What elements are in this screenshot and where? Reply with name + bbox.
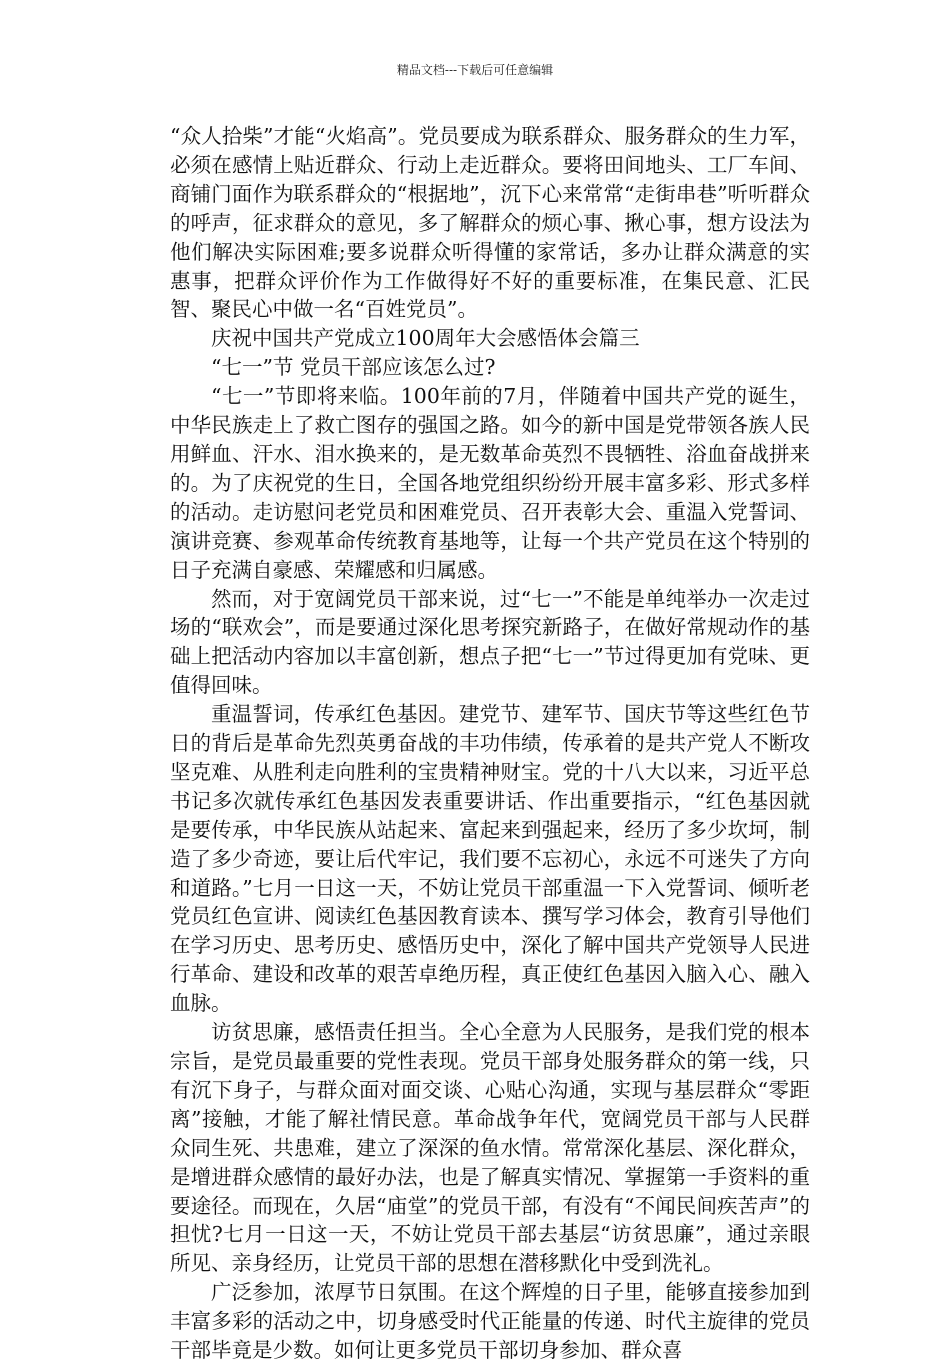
paragraph-3: 然而，对于宽阔党员干部来说，过“七一”不能是单纯举办一次走过场的“联欢会”，而是要通过深化思考探究新路子，在做好常规动作的基础上把活动内容加以丰富创新，想点子把“七一”节过得更加有党味、更值得回味。 (170, 586, 810, 698)
page-header: 精品文档---下载后可任意编辑 (396, 63, 554, 77)
paragraph-4: 重温誓词，传承红色基因。建党节、建军节、国庆节等这些红色节日的背后是革命先烈英勇奋战的丰功伟绩，传承着的是共产党人不断攻坚克难、从胜利走向胜利的宝贵精神财宝。党的十八大以来，习近平总书记多次就传承红色基因发表重要讲话、作出重要指示，“红色基因就是要传承，中华民族从站起来、富起来到强起来，经历了多少坎坷，制造了多少奇迹，要让后代牢记，我们要不忘初心，永远不可迷失了方向和道路。”七月一日这一天，不妨让党员干部重温一下入党誓词、倾听老党员红色宣讲、阅读红色基因教育读本、撰写学习体会，教育引导他们在学习历史、思考历史、感悟历史中，深化了解中国共产党领导人民进行革命、建设和改革的艰苦卓绝历程，真正使红色基因入脑入心、融入血脉。 (170, 702, 810, 1016)
paragraph-1: “众人拾柴”才能“火焰高”。党员要成为联系群众、服务群众的生力军，必须在感情上贴近群众、行动上走近群众。要将田间地头、工厂车间、商铺门面作为联系群众的“根据地”，沉下心来常常“走街串巷”听听群众的呼声，征求群众的意见，多了解群众的烦心事、揪心事，想方设法为他们解决实际困难;要多说群众听得懂的家常话，多办让群众满意的实惠事，把群众评价作为工作做得好不好的重要标准，在集民意、汇民智、聚民心中做一名“百姓党员”。 (170, 124, 810, 322)
paragraph-6: 广泛参加，浓厚节日氛围。在这个辉煌的日子里，能够直接参加到丰富多彩的活动之中，切身感受时代正能量的传递、时代主旋律的党员干部毕竟是少数。如何让更多党员干部切身参加、群众喜 (170, 1280, 810, 1363)
paragraph-2: “七一”节即将来临。100年前的7月，伴随着中国共产党的诞生，中华民族走上了救亡图存的强国之路。如今的新中国是党带领各族人民用鲜血、汗水、泪水换来的，是无数革命英烈不畏牺牲、浴血奋战拼来的。为了庆祝党的生日，全国各地党组织纷纷开展丰富多彩、形式多样的活动。走访慰问老党员和困难党员、召开表彰大会、重温入党誓词、演讲竞赛、参观革命传统教育基地等，让每一个共产党员在这个特别的日子充满自豪感、荣耀感和归属感。 (170, 384, 810, 582)
paragraph-5: 访贫思廉，感悟责任担当。全心全意为人民服务，是我们党的根本宗旨，是党员最重要的党性表现。党员干部身处服务群众的第一线，只有沉下身子，与群众面对面交谈、心贴心沟通，实现与基层群众“零距离”接触，才能了解社情民意。革命战争年代，宽阔党员干部与人民群众同生死、共患难，建立了深深的鱼水情。常常深化基层、深化群众，是增进群众感情的最好办法，也是了解真实情况、掌握第一手资料的重要途径。而现在，久居“庙堂”的党员干部，有没有“不闻民间疾苦声”的担忧?七月一日这一天，不妨让党员干部去基层“访贫思廉”，通过亲眼所见、亲身经历，让党员干部的思想在潜移默化中受到洗礼。 (170, 1020, 810, 1276)
section-title: 庆祝中国共产党成立100周年大会感悟体会篇三 (211, 326, 640, 351)
article-title: “七一”节 党员干部应该怎么过? (211, 355, 496, 380)
document-body (170, 122, 810, 1365)
